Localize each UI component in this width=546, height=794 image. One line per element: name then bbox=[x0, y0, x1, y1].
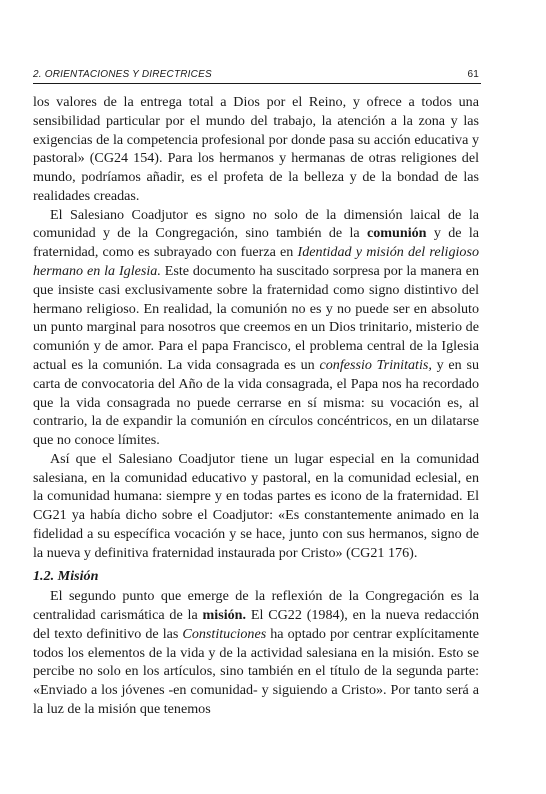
p4-bold-mision: misión. bbox=[202, 607, 247, 624]
p2-text-4: y en su carta de convocatoria del Año de la vida consagrada, el Papa nos ha recordado que la vida consagrada no puede cerrarse en sí misma: su vocación es, al contrario, la de expandir la comunión en círculos concéntricos, en un dilatarse que no conoce límites. bbox=[33, 356, 479, 449]
p2-text-3: Este documento ha suscitado sorpresa por la manera en que insiste casi exclusivamente sobre la fraternidad como signo distintivo del hermano religioso. En realidad, la comunión no es y no puede ser en absoluto un punto marginal para nosotros que creemos en un Dios trinitario, misterio de comunión y de amor. Para el papa Francisco, el problema central de la Iglesia actual es la comunión. La vida consagrada es un bbox=[33, 263, 479, 373]
header-rule bbox=[33, 83, 481, 84]
paragraph-4 bbox=[33, 587, 479, 718]
section-title: Misión bbox=[57, 567, 99, 584]
p2-text-2: y de la fraternidad, como es subrayado con fuerza en bbox=[33, 225, 479, 261]
p4-text-2: El CG22 (1984), en la nueva redacción del texto definitivo de las bbox=[33, 607, 479, 642]
p4-text-1: El segundo punto que emerge de la reflexión de la Congregación es la centralidad carismática de la bbox=[33, 588, 479, 624]
paragraph-3: Así que el Salesiano Coadjutor tiene un lugar especial en la comunidad salesiana, en la comunidad educativo y pastoral, en la comunidad eclesial, en la comunidad humana: siempre y en todas partes es icono de la fraternidad. El CG21 ya había dicho sobre el Coadjutor: «Es constantemente animado en la fidelidad a su específica vocación y se hace, junto con sus hermanos, signo de la nueva y definitiva fraternidad instaurada por Cristo» (CG21 176). bbox=[33, 450, 479, 561]
paragraph-2 bbox=[33, 206, 479, 450]
p4-italic-constituciones: Constituciones bbox=[182, 625, 267, 642]
page-number: 61 bbox=[467, 69, 479, 80]
paragraph-1: los valores de la entrega total a Dios por el Reino, y ofrece a todos una sensibilidad particular por el mundo del trabajo, la atención a la zona y las exigencias de la competencia profesional por donde pasa su acción educativa y pastoral» (CG24 154). Para los hermanos y hermanas de otras religiones del mundo, podríamos añadir, es el profeta de la belleza y de la bondad de las realidades creadas. bbox=[33, 94, 479, 204]
p2-italic-confessio: confessio Trinitatis, bbox=[319, 356, 432, 373]
p2-bold-comunion: comunión bbox=[366, 225, 427, 242]
running-header bbox=[33, 69, 479, 80]
body-text bbox=[33, 93, 479, 719]
section-number: 1.2. bbox=[33, 567, 55, 584]
p4-text-3: ha optado por centrar explícitamente todos los elementos de la vida y de la actividad salesiana en la misión. Esto se percibe no solo en los artículos, sino también en el título de la segunda parte: «Enviado a los jóvenes -en comunidad- y siguiendo a Cristo». Por tanto será a la luz de la misión que tenemos bbox=[33, 625, 479, 717]
chapter-title: 2. ORIENTACIONES Y DIRECTRICES bbox=[33, 69, 212, 80]
section-heading bbox=[33, 567, 479, 586]
p2-italic-document-title: Identidad y misión del religioso hermano en la Iglesia. bbox=[33, 244, 479, 280]
p2-text-1: El Salesiano Coadjutor es signo no solo de la dimensión laical de la comunidad y de la Congregación, sino también de la bbox=[33, 206, 479, 242]
